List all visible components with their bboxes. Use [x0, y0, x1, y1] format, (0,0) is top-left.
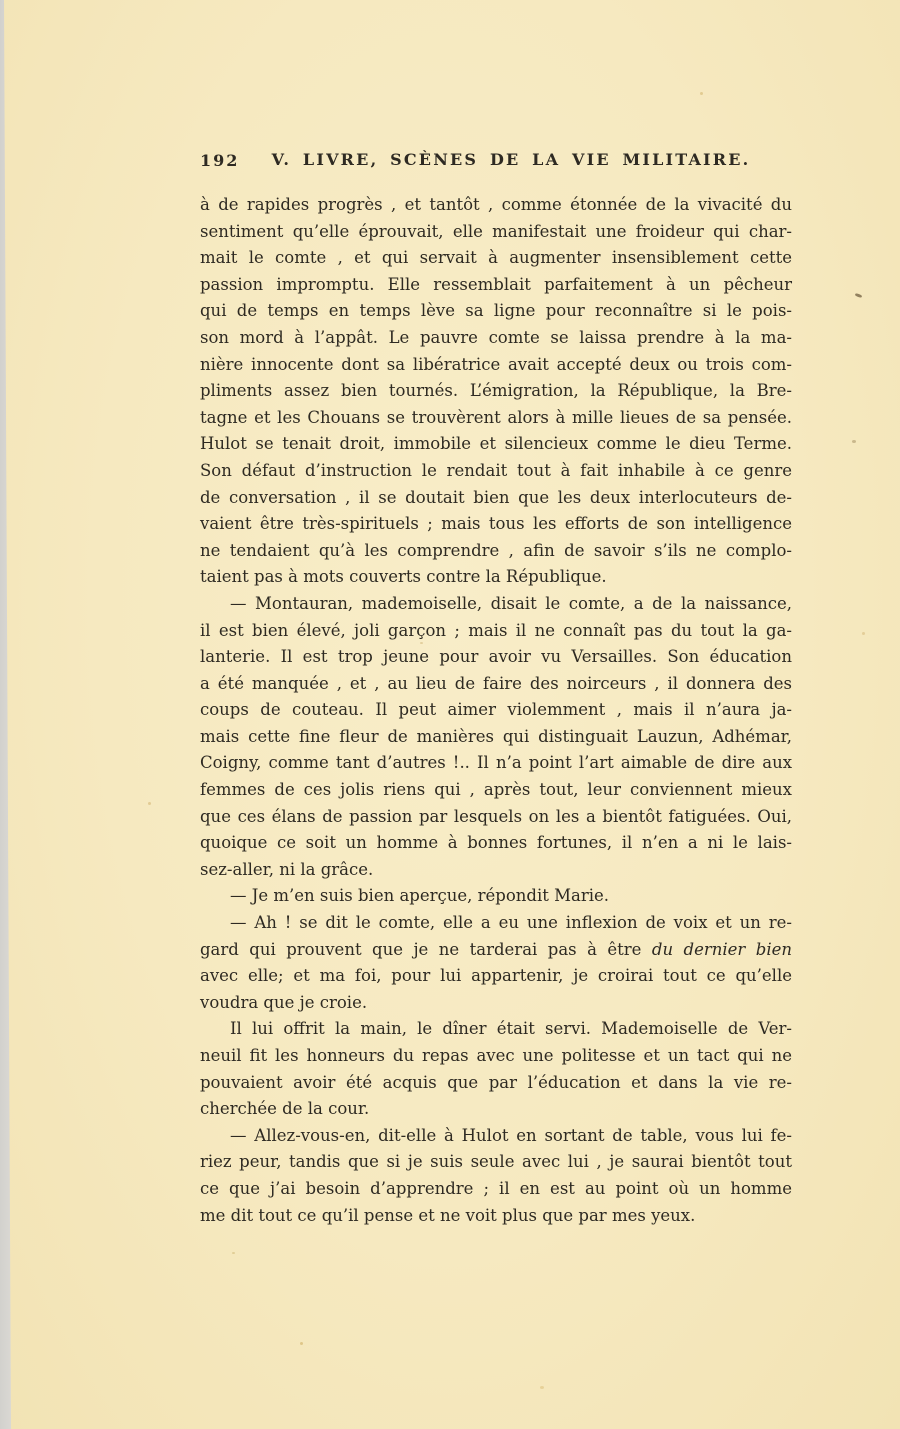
text-line: — Allez-vous-en, dit-elle à Hulot en sortant de table, vous lui fe-: [230, 1125, 792, 1145]
text-line: — Je m’en suis bien aperçue, répondit Marie.: [230, 886, 610, 906]
paper-speck: [540, 1386, 544, 1389]
text-line: pouvaient avoir été acquis que par l’éducation et dans la vie re-: [200, 1072, 792, 1092]
chapter-title: V. LIVRE, SCÈNES DE LA VIE MILITAIRE.: [271, 150, 751, 169]
text-line: son mord à l’appât. Le pauvre comte se laissa prendre à la ma-: [200, 327, 792, 347]
scan-page-edge: [0, 0, 14, 1429]
text-line: Il lui offrit la main, le dîner était servi. Mademoiselle de Ver-: [230, 1019, 792, 1039]
text-line: mait le comte , et qui servait à augmenter insensiblement cette: [200, 248, 792, 268]
text-line: nière innocente dont sa libératrice avait accepté deux ou trois com-: [200, 354, 792, 374]
text-line: Hulot se tenait droit, immobile et silencieux comme le dieu Terme.: [200, 434, 792, 454]
italic-phrase: du dernier bien: [651, 939, 792, 959]
paragraph: [200, 883, 792, 910]
text-line: passion impromptu. Elle ressemblait parfaitement à un pêcheur: [200, 274, 792, 294]
text-line: à de rapides progrès , et tantôt , comme étonnée de la vivacité du: [200, 195, 792, 214]
text-line: coups de couteau. Il peut aimer violemment , mais il n’aura ja-: [200, 700, 792, 720]
text-line: femmes de ces jolis riens qui , après tout, leur conviennent mieux: [200, 780, 792, 800]
text-line: ce que j’ai besoin d’apprendre ; il en est au point où un homme: [200, 1178, 792, 1198]
paragraph: [200, 1123, 792, 1229]
text-line: que ces élans de passion par lesquels on les a bientôt fatiguées. Oui,: [200, 806, 792, 826]
paper-speck: [148, 802, 151, 805]
text-line: lanterie. Il est trop jeune pour avoir vu Versailles. Son éducation: [200, 647, 792, 667]
text-line: me dit tout ce qu’il pense et ne voit plus que par mes yeux.: [200, 1205, 696, 1225]
text-line: sentiment qu’elle éprouvait, elle manifestait une froideur qui char-: [200, 221, 792, 241]
text-line: riez peur, tandis que si je suis seule avec lui , je saurai bientôt tout: [200, 1152, 792, 1172]
text-line: gard qui prouvent que je ne tarderai pas à être du dernier bien: [200, 939, 792, 959]
text-line: Coigny, comme tant d’autres !.. Il n’a point l’art aimable de dire aux: [200, 753, 792, 773]
text-line: cherchée de la cour.: [200, 1099, 370, 1119]
paper-speck: [852, 440, 856, 443]
text-line: Son défaut d’instruction le rendait tout à fait inhabile à ce genre: [200, 460, 792, 480]
text-line: — Montauran, mademoiselle, disait le comte, a de la naissance,: [230, 593, 792, 613]
paragraph: [200, 910, 792, 1016]
text-line: sez-aller, ni la grâce.: [200, 859, 374, 879]
text-line: taient pas à mots couverts contre la République.: [200, 567, 607, 587]
text-block: [200, 192, 792, 1229]
text-line: ne tendaient qu’à les comprendre , afin de savoir s’ils ne complo-: [200, 540, 792, 560]
paper-speck: [855, 293, 863, 298]
text-line: de conversation , il se doutait bien que les deux interlocuteurs de-: [200, 487, 792, 507]
text-line: avec elle; et ma foi, pour lui appartenir, je croirai tout ce qu’elle: [200, 966, 792, 986]
text-line: a été manquée , et , au lieu de faire des noirceurs , il donnera des: [200, 673, 792, 693]
paper-speck: [862, 632, 865, 635]
text-line: — Ah ! se dit le comte, elle a eu une inflexion de voix et un re-: [230, 913, 792, 933]
text-line: voudra que je croie.: [200, 992, 368, 1012]
paper-speck: [300, 1342, 303, 1345]
text-line: vaient être très-spirituels ; mais tous les efforts de son intelligence: [200, 514, 792, 534]
paragraph: [200, 192, 792, 591]
text-line: qui de temps en temps lève sa ligne pour reconnaître si le pois-: [200, 301, 792, 321]
running-header: [200, 150, 792, 176]
text-line: mais cette fine fleur de manières qui distinguait Lauzun, Adhémar,: [200, 726, 792, 746]
text-line: tagne et les Chouans se trouvèrent alors à mille lieues de sa pensée.: [200, 407, 792, 427]
paper-speck: [700, 92, 703, 95]
page-number: 192: [200, 151, 240, 170]
text-line: il est bien élevé, joli garçon ; mais il ne connaît pas du tout la ga-: [200, 620, 792, 640]
text-line: neuil fit les honneurs du repas avec une politesse et un tact qui ne: [200, 1046, 792, 1065]
text-line: pliments assez bien tournés. L’émigration, la République, la Bre-: [200, 381, 792, 401]
paragraph: [200, 591, 792, 884]
paper-speck: [232, 1252, 235, 1254]
page-content: [200, 150, 792, 1229]
text-line: quoique ce soit un homme à bonnes fortunes, il n’en a ni le lais-: [200, 833, 792, 853]
paragraph: [200, 1016, 792, 1122]
